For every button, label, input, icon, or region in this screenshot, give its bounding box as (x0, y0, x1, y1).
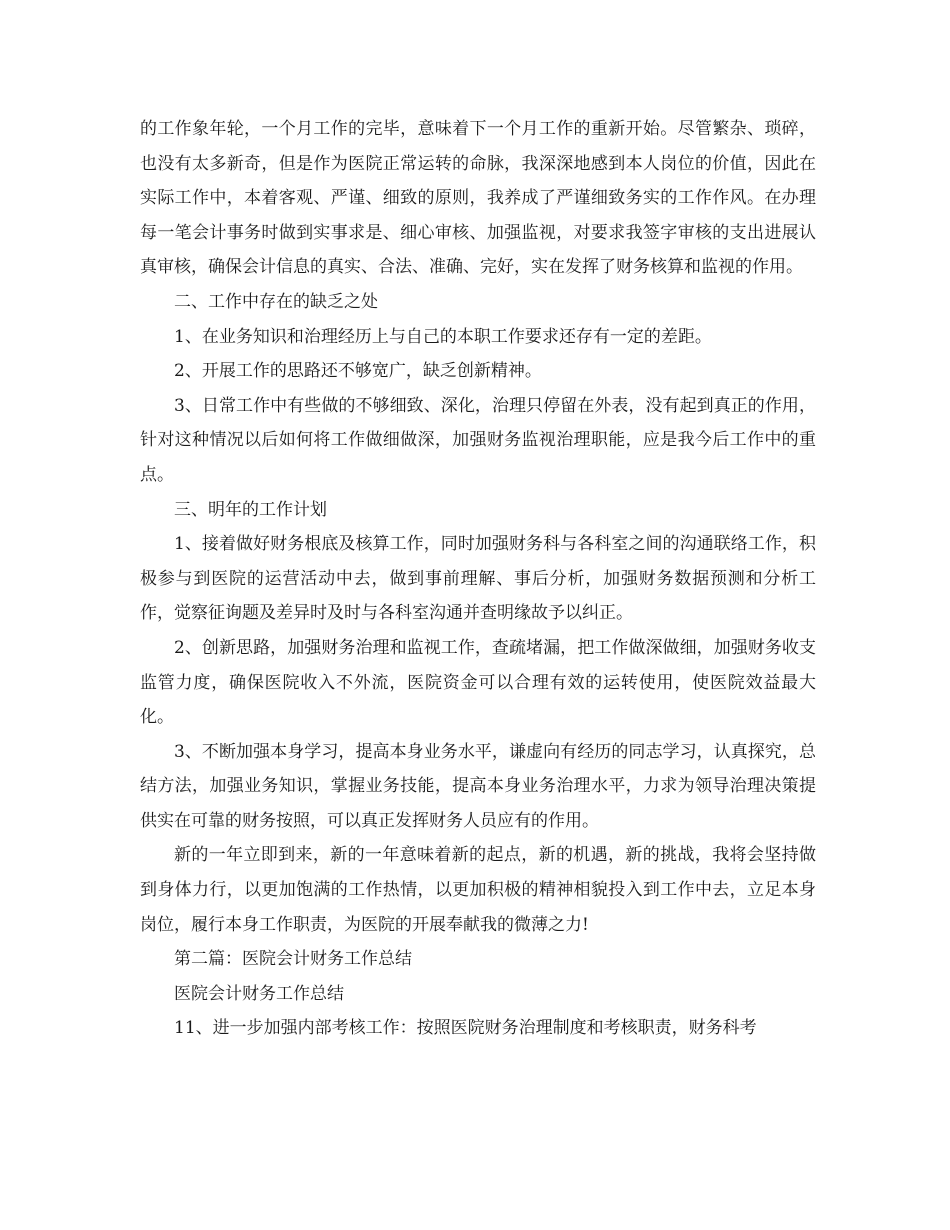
list-item-shortcoming-2: 2、开展工作的思路还不够宽广，缺乏创新精神。 (174, 361, 542, 382)
document-body (140, 112, 816, 1046)
list-item-shortcoming-3: 3、日常工作中有些做的不够细致、深化，治理只停留在外表，没有起到真正的作用，针对这种情况以后如何将工作做细做深，加强财务监视治理职能，应是我今后工作中的重点。 (140, 395, 816, 485)
section-heading-next-year-plan: 三、明年的工作计划 (174, 499, 327, 520)
paragraph-continuation: 的工作象年轮，一个月工作的完毕，意味着下一个月工作的重新开始。尽管繁杂、琐碎，也没有太多新奇，但是作为医院正常运转的命脉，我深深地感到本人岗位的价值，因此在实际工作中，本着客观、严谨、细致的原则，我养成了严谨细致务实的工作作风。在办理每一笔会计事务时做到实事求是、细心审核、加强监视，对要求我签字审核的支出进展认真审核，确保会计信息的真实、合法、准确、完好，实在发挥了财务核算和监视的作用。 (140, 119, 816, 278)
list-item-internal-audit: 11、进一步加强内部考核工作：按照医院财务治理制度和考核职责，财务科考 (174, 1018, 757, 1039)
article-title: 医院会计财务工作总结 (174, 983, 344, 1004)
list-item-shortcoming-1: 1、在业务知识和治理经历上与自己的本职工作要求还存有一定的差距。 (174, 326, 712, 347)
paragraph-closing: 新的一年立即到来，新的一年意味着新的起点，新的机遇，新的挑战，我将会坚持做到身体力行，以更加饱满的工作热情，以更加积极的精神相貌投入到工作中去，立足本身岗位，履行本身工作职责，为医院的开展奉献我的微薄之力! (140, 845, 816, 935)
list-item-plan-1: 1、接着做好财务根底及核算工作，同时加强财务科与各科室之间的沟通联络工作，积极参与到医院的运营活动中去，做到事前理解、事后分析，加强财务数据预测和分析工作，觉察征询题及差异时及时与各科室沟通并查明缘故予以纠正。 (140, 534, 816, 624)
list-item-plan-3: 3、不断加强本身学习，提高本身业务水平，谦虚向有经历的同志学习，认真探究，总结方法，加强业务知识，掌握业务技能，提高本身业务治理水平，力求为领导治理决策提供实在可靠的财务按照，可以真正发挥财务人员应有的作用。 (140, 741, 816, 831)
article-heading-part-two: 第二篇：医院会计财务工作总结 (174, 949, 412, 970)
section-heading-shortcomings: 二、工作中存在的缺乏之处 (174, 291, 378, 312)
list-item-plan-2: 2、创新思路，加强财务治理和监视工作，查疏堵漏，把工作做深做细，加强财务收支监管力度，确保医院收入不外流，医院资金可以合理有效的运转使用，使医院效益最大化。 (140, 637, 816, 728)
